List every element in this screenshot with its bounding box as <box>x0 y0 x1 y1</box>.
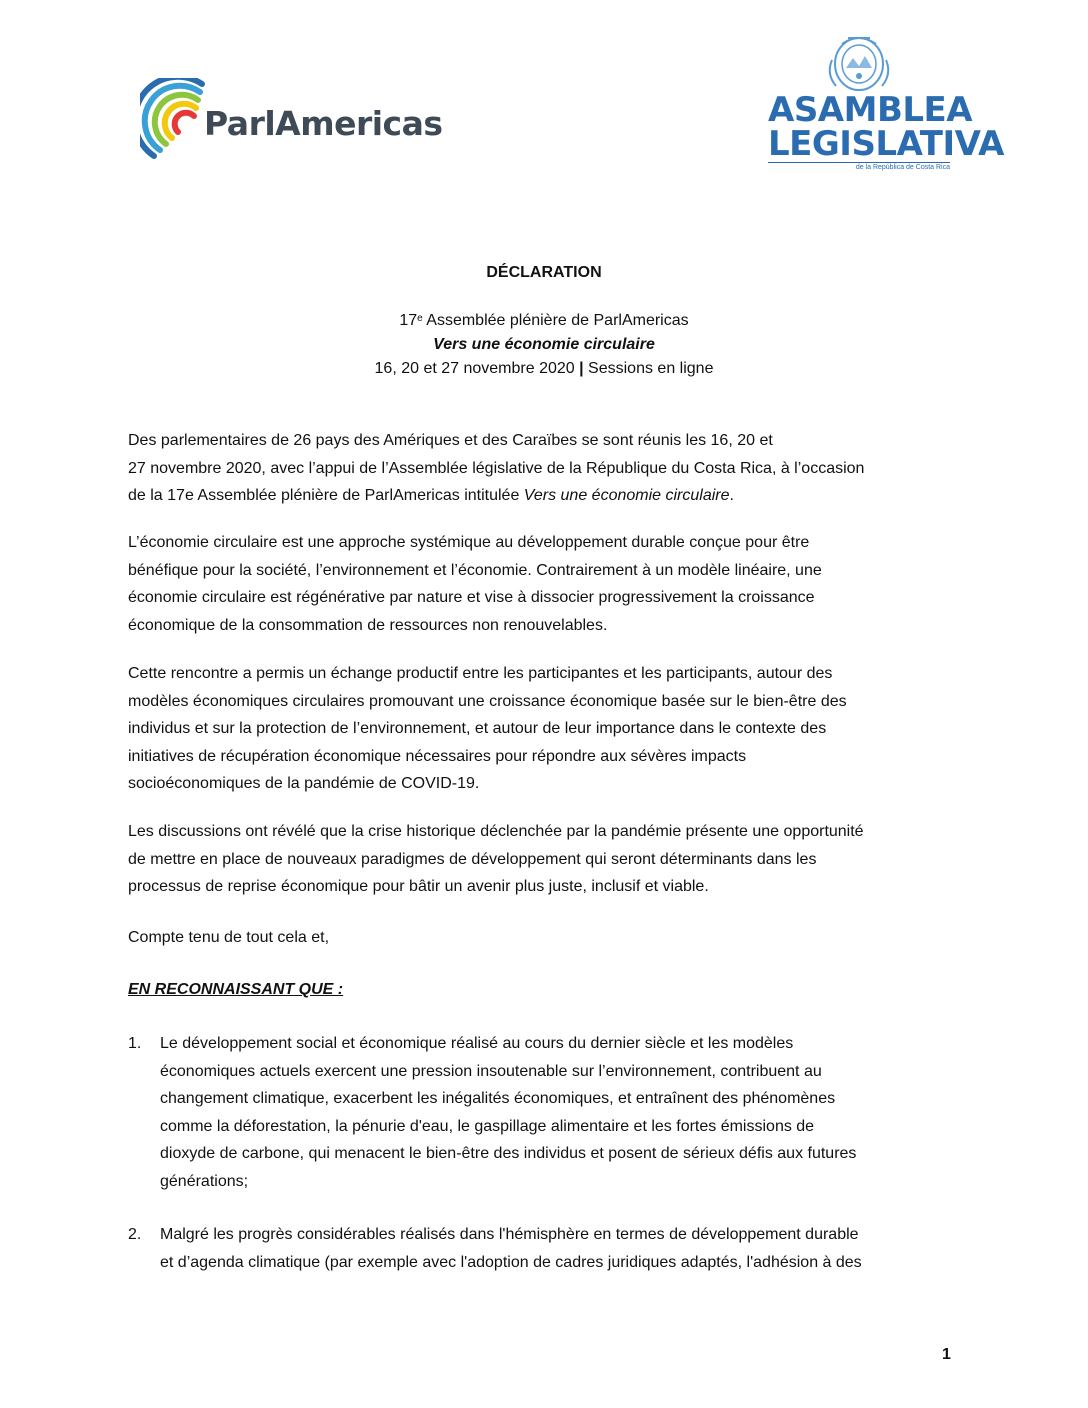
paragraph-line: initiatives de récupération économique nécessaires pour répondre aux sévères impacts <box>128 747 747 765</box>
sessions-text: Sessions en ligne <box>588 360 714 377</box>
list-item-line: dioxyde de carbone, qui menacent le bien-être des individus et posent de sérieux défis aux futures <box>160 1145 857 1162</box>
list-item-line: Le développement social et économique réalisé au cours du dernier siècle et les modèles <box>160 1035 794 1052</box>
parlamericas-logo <box>140 78 460 178</box>
list-item-line: générations; <box>160 1172 249 1190</box>
paragraph-line: économie circulaire est régénérative par nature et vise à dissocier progressivement la croissance <box>128 589 815 606</box>
list-item-line: comme la déforestation, la pénurie d'eau, le gaspillage alimentaire et les fortes émissions de <box>160 1117 815 1135</box>
dates-separator: | <box>574 360 589 377</box>
paragraph-text: de la 17e Assemblée plénière de ParlAmericas intitulée <box>128 487 524 504</box>
paragraph-line: bénéfique pour la société, l’environnement et l’économie. Contrairement à un modèle linéaire, une <box>128 561 822 579</box>
paragraph-line: Cette rencontre a permis un échange productif entre les participantes et les participants, autour des <box>128 665 833 682</box>
theme-italic: Vers une économie circulaire <box>523 487 730 504</box>
paragraph-line: socioéconomiques de la pandémie de COVID-19. <box>128 775 480 792</box>
parlamericas-arcs-icon <box>140 78 210 168</box>
paragraph-intro <box>128 427 954 510</box>
dates-text: 16, 20 et 27 novembre 2020 <box>374 360 575 377</box>
page-number: 1 <box>942 1346 951 1363</box>
assembly-text: Assemblée plénière de ParlAmericas <box>422 312 689 329</box>
list-item-line: Malgré les progrès considérables réalisés dans l'hémisphère en termes de développement durable <box>160 1226 859 1243</box>
section-heading-text: EN RECONNAISSANT QUE : <box>128 981 344 998</box>
costa-rica-seal-icon <box>820 30 898 94</box>
paragraph-circular-economy <box>128 529 954 639</box>
asamblea-line: ASAMBLEA <box>768 90 973 130</box>
paragraph-considering <box>128 924 954 952</box>
paragraph-line: Compte tenu de tout cela et, <box>128 929 330 946</box>
paragraph-line: Des parlementaires de 26 pays des Amériques et des Caraïbes se sont réunis les 16, 20 et <box>128 432 773 449</box>
paragraph-line: Les discussions ont révélé que la crise historique déclenchée par la pandémie présente une opportunité <box>128 823 864 840</box>
legislativa-line: LEGISLATIVA <box>768 124 1004 164</box>
assembly-line <box>0 309 1088 333</box>
paragraph-line: L’économie circulaire est une approche systémique au développement durable conçue pour être <box>128 534 810 551</box>
list-item-text <box>160 1221 954 1276</box>
asamblea-legislativa-logo <box>768 30 1004 172</box>
asamblea-subline: de la República de Costa Rica <box>768 162 950 171</box>
paragraph-line: modèles économiques circulaires promouvant une croissance économique basée sur le bien-être des <box>128 692 847 710</box>
theme-line: Vers une économie circulaire <box>433 336 655 353</box>
assembly-number: 17 <box>399 312 418 329</box>
list-item-line: et d’agenda climatique (par exemple avec l'adoption de cadres juridiques adaptés, l'adhésion à des <box>160 1253 862 1271</box>
list-item-number: 1. <box>128 1035 142 1052</box>
list-item-number: 2. <box>128 1226 142 1243</box>
dates-line <box>0 357 1088 381</box>
paragraph-line: processus de reprise économique pour bâtir un avenir plus juste, inclusif et viable. <box>128 878 709 895</box>
paragraph-line: 27 novembre 2020, avec l’appui de l’Assemblée législative de la République du Costa Rica, à l’occasion <box>128 459 865 477</box>
paragraph-line <box>128 482 954 510</box>
paragraph-meeting <box>128 660 954 798</box>
paragraph-period: . <box>729 487 734 504</box>
parlamericas-wordmark: ParlAmericas <box>204 104 443 143</box>
document-title: DÉCLARATION <box>486 264 602 281</box>
list-item-line: économiques actuels exercent une pression insoutenable sur l’environnement, contribuent au <box>160 1062 822 1080</box>
assembly-superscript: e <box>417 313 423 324</box>
paragraph-discussions <box>128 818 954 901</box>
section-heading-recognizing <box>128 976 954 1004</box>
list-item-text <box>160 1030 954 1195</box>
paragraph-line: individus et sur la protection de l’environnement, et autour de leur importance dans le contexte des <box>128 720 827 737</box>
list-item-line: changement climatique, exacerbent les inégalités économiques, et entraînent des phénomènes <box>160 1090 836 1107</box>
paragraph-line: de mettre en place de nouveaux paradigmes de développement qui seront déterminants dans les <box>128 850 817 868</box>
paragraph-line: économique de la consommation de ressources non renouvelables. <box>128 616 608 634</box>
